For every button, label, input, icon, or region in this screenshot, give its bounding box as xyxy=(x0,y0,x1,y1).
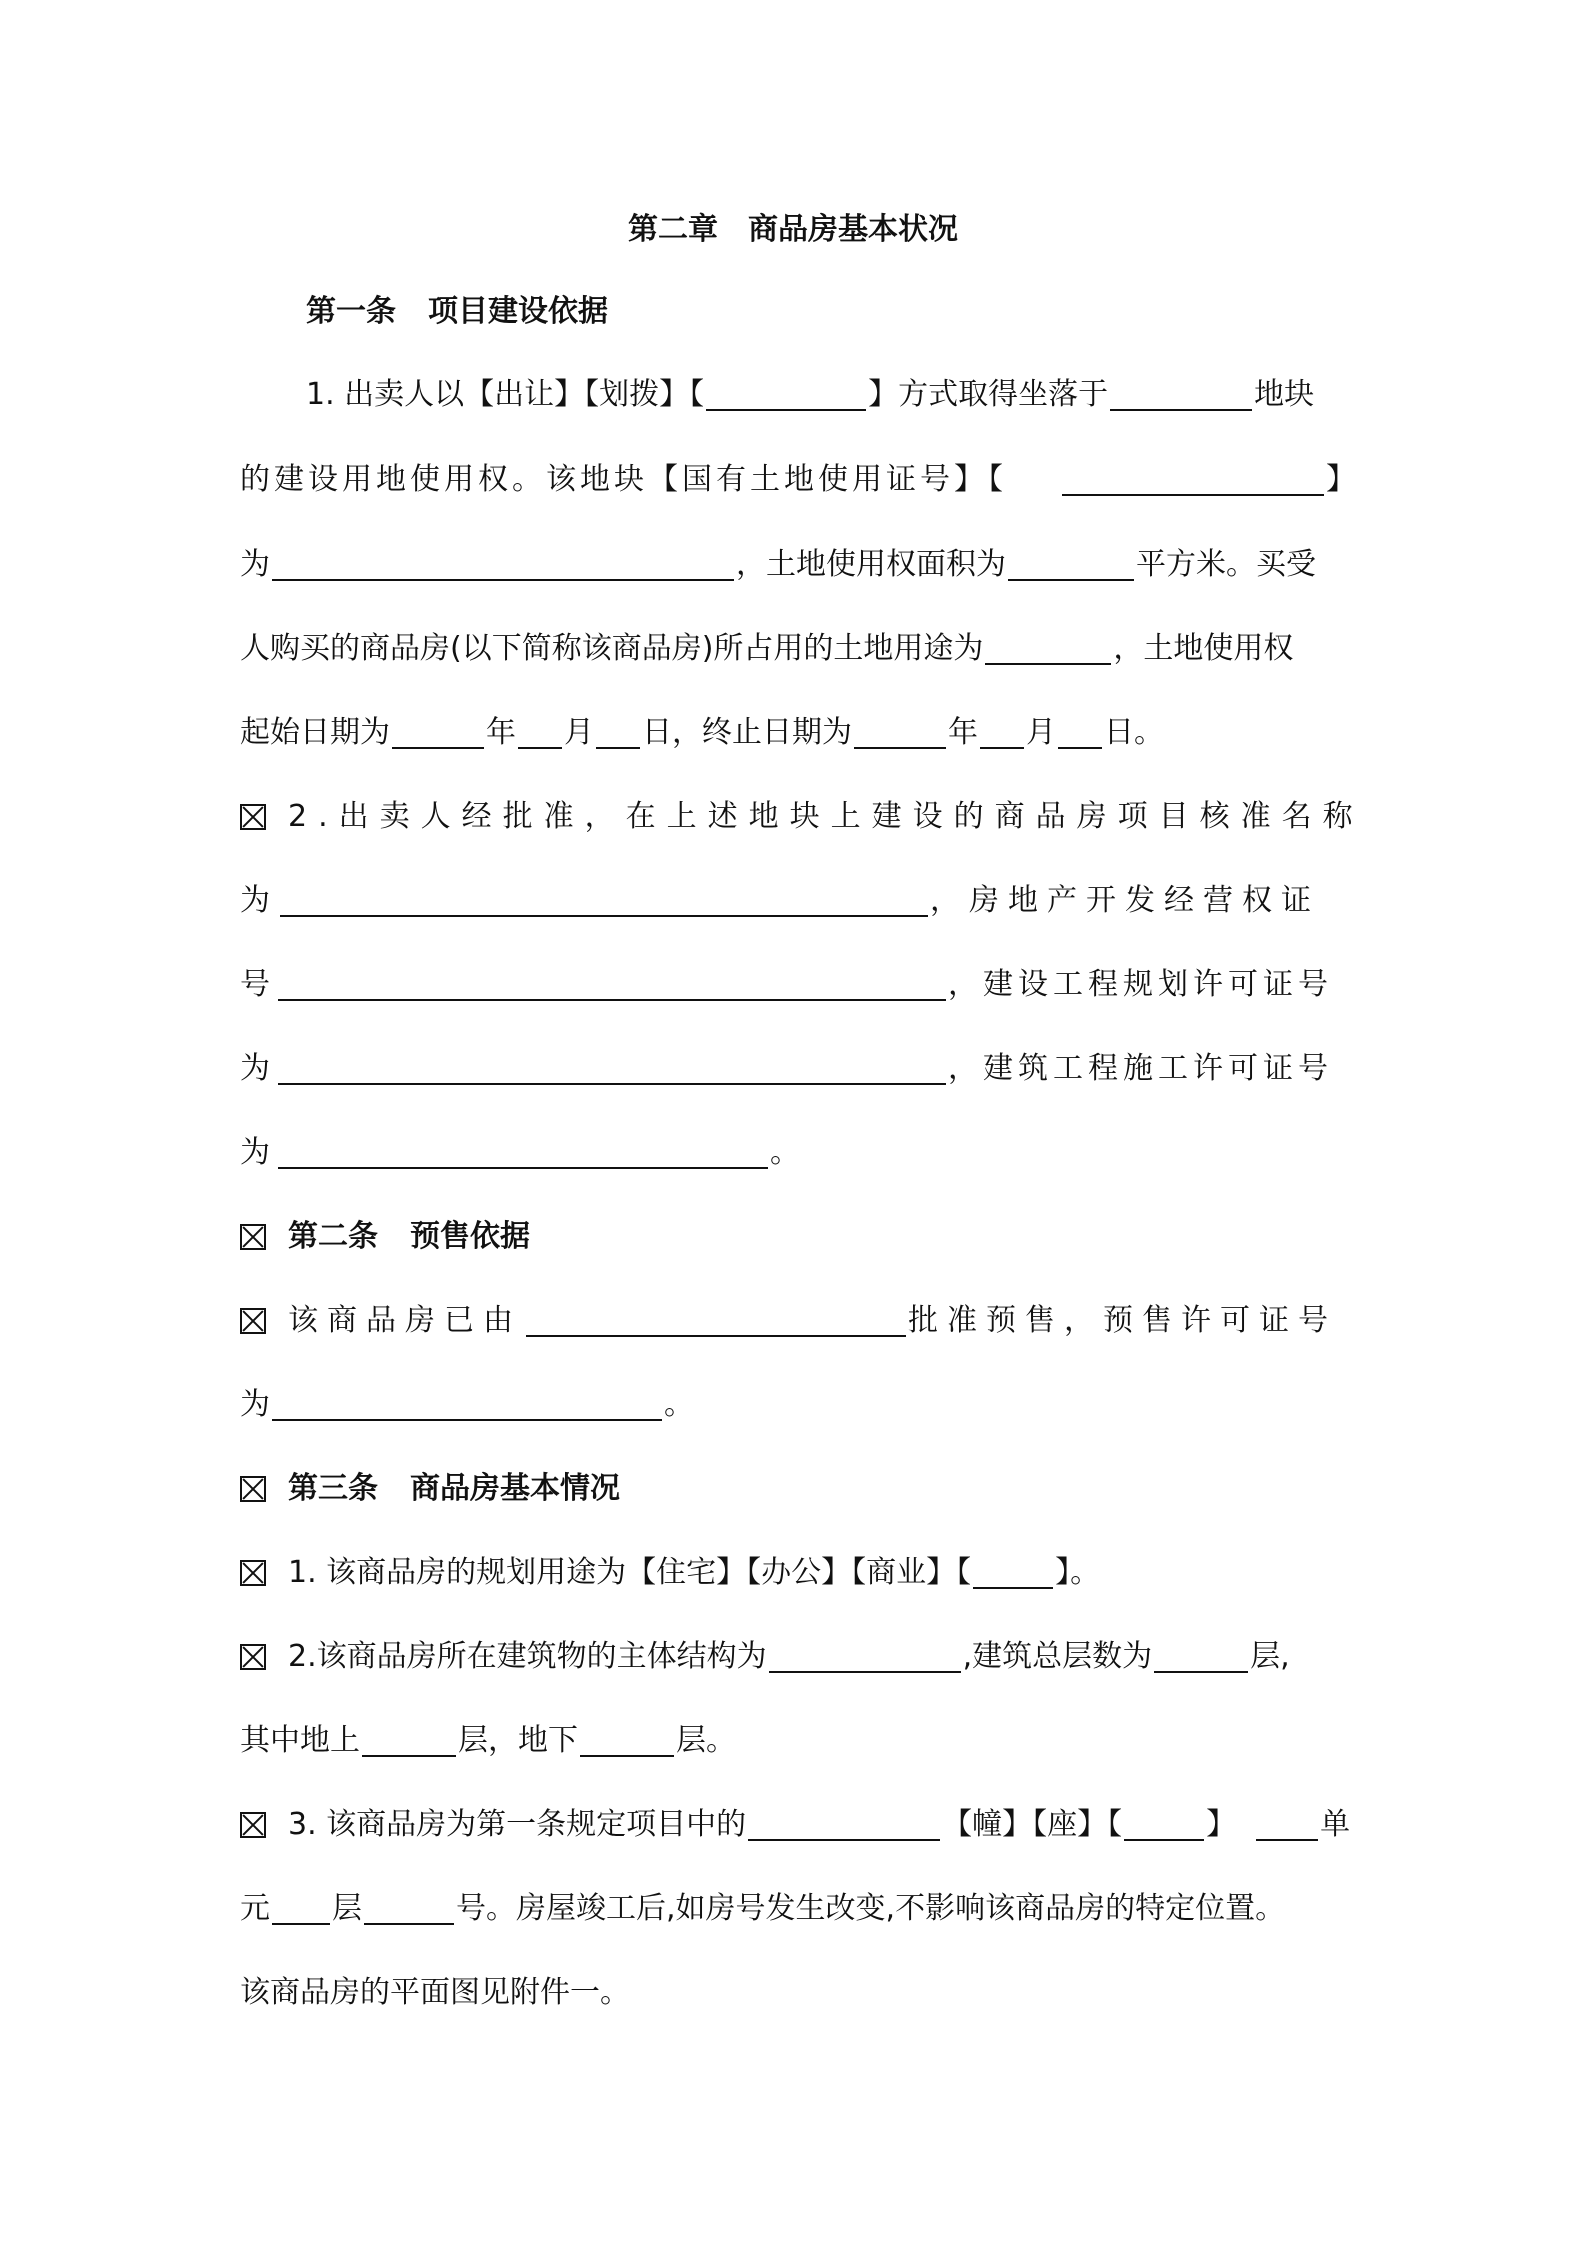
text: 层, xyxy=(1250,1639,1290,1674)
text: 。 xyxy=(770,1135,800,1170)
checkbox-icon[interactable] xyxy=(240,804,266,830)
start-month-field[interactable] xyxy=(518,717,562,749)
end-month-field[interactable] xyxy=(980,717,1024,749)
text: 【幢】【座】【 xyxy=(942,1807,1123,1842)
article-1-number: 第一条 xyxy=(306,294,396,329)
checkbox-icon[interactable] xyxy=(240,1476,266,1502)
end-day-field[interactable] xyxy=(1058,717,1102,749)
text: 该商品房的平面图见附件一。 xyxy=(240,1975,630,2010)
text: 】 xyxy=(1206,1807,1237,1842)
building-field[interactable] xyxy=(748,1809,940,1841)
building-type-field[interactable] xyxy=(1124,1809,1204,1841)
text: 为 xyxy=(240,883,270,918)
checkbox-icon[interactable] xyxy=(240,1812,266,1838)
art3-p3-line3 xyxy=(240,1968,1356,2018)
text: ，房地产开发经营权证 xyxy=(930,883,1320,918)
land-use-field[interactable] xyxy=(985,633,1111,665)
text: 3. 该商品房为第一条规定项目中的 xyxy=(288,1807,747,1842)
article-2-number: 第二条 xyxy=(288,1219,378,1254)
text: 2.该商品房所在建筑物的主体结构为 xyxy=(288,1639,767,1674)
room-number-field[interactable] xyxy=(364,1893,454,1925)
project-name-field[interactable] xyxy=(280,885,928,917)
text: 】。 xyxy=(1055,1555,1101,1590)
chapter-title: 第二章 商品房基本状况 xyxy=(628,212,958,247)
land-cert-field[interactable] xyxy=(272,549,734,581)
article-3-heading xyxy=(240,1464,1356,1514)
text: 该商品房已由 xyxy=(288,1303,522,1338)
text: 月 xyxy=(1026,715,1056,750)
text: 年 xyxy=(948,715,978,750)
start-year-field[interactable] xyxy=(392,717,484,749)
article-1-title: 项目建设依据 xyxy=(428,294,608,329)
end-year-field[interactable] xyxy=(854,717,946,749)
text: 批准预售，预售许可证号 xyxy=(908,1303,1337,1338)
text: 。 xyxy=(664,1387,694,1422)
text: ，土地使用权面积为 xyxy=(736,547,1006,582)
art1-p2-line5 xyxy=(240,1128,1356,1178)
article-2-heading xyxy=(240,1212,1356,1262)
text: ，土地使用权 xyxy=(1113,631,1294,666)
checkbox-icon[interactable] xyxy=(240,1308,266,1334)
art2-line2 xyxy=(240,1380,1356,1430)
text: 2.出卖人经批准，在上述地块上建设的商品房项目核准名称 xyxy=(288,799,1364,834)
art1-p1-line3 xyxy=(240,540,1356,590)
text: 层 xyxy=(332,1891,362,1926)
text: 1. 出卖人以【出让】【划拨】【 xyxy=(306,377,705,412)
text: ，建设工程规划许可证号 xyxy=(948,967,1333,1002)
text: 1. 该商品房的规划用途为【住宅】【办公】【商业】【 xyxy=(288,1555,972,1590)
text: 起始日期为 xyxy=(240,715,390,750)
article-3-number: 第三条 xyxy=(288,1471,378,1506)
location-field[interactable] xyxy=(1110,379,1252,411)
art1-p2-line1 xyxy=(240,792,1364,842)
article-3-title: 商品房基本情况 xyxy=(410,1471,620,1506)
above-ground-floors-field[interactable] xyxy=(362,1725,456,1757)
art2-line1 xyxy=(240,1296,1356,1346)
text: 元 xyxy=(240,1891,270,1926)
planned-use-field[interactable] xyxy=(973,1557,1053,1589)
text: 号。房屋竣工后,如房号发生改变,不影响该商品房的特定位置。 xyxy=(456,1891,1286,1926)
art3-p3-line2 xyxy=(240,1884,1356,1934)
art1-p2-line2 xyxy=(240,876,1356,926)
start-day-field[interactable] xyxy=(596,717,640,749)
text: 人购买的商品房(以下简称该商品房)所占用的土地用途为 xyxy=(240,631,984,666)
art3-p2-line2 xyxy=(240,1716,1356,1766)
text: 年 xyxy=(486,715,516,750)
land-area-field[interactable] xyxy=(1008,549,1134,581)
text: 为 xyxy=(240,1135,270,1170)
art3-p3-line1 xyxy=(240,1800,1356,1850)
transfer-method-field[interactable] xyxy=(706,379,866,411)
art1-p1-line4 xyxy=(240,624,1356,674)
text: 】 xyxy=(1326,462,1356,497)
total-floors-field[interactable] xyxy=(1154,1641,1248,1673)
text: 平方米。买受 xyxy=(1136,547,1316,582)
text: 为 xyxy=(240,1387,270,1422)
dev-cert-number-field[interactable] xyxy=(278,969,946,1001)
text: 层，地下 xyxy=(458,1723,578,1758)
art3-p2-line1 xyxy=(240,1632,1356,1682)
text: 为 xyxy=(240,1051,270,1086)
text: 单 xyxy=(1320,1807,1351,1842)
art1-p1-line1 xyxy=(240,370,1356,420)
art1-p2-line3 xyxy=(240,960,1356,1010)
presale-permit-field[interactable] xyxy=(272,1389,662,1421)
structure-field[interactable] xyxy=(769,1641,961,1673)
art3-p1 xyxy=(240,1548,1356,1598)
planning-permit-field[interactable] xyxy=(278,1053,946,1085)
article-1-heading xyxy=(240,287,1356,337)
unit-field[interactable] xyxy=(1256,1809,1318,1841)
article-2-title: 预售依据 xyxy=(410,1219,530,1254)
construction-permit-field[interactable] xyxy=(278,1137,768,1169)
art1-p1-line5 xyxy=(240,708,1356,758)
text: 日，终止日期为 xyxy=(642,715,852,750)
text: ，建筑工程施工许可证号 xyxy=(948,1051,1333,1086)
below-ground-floors-field[interactable] xyxy=(580,1725,674,1757)
floor-field[interactable] xyxy=(272,1893,330,1925)
text: 号 xyxy=(240,967,270,1002)
checkbox-icon[interactable] xyxy=(240,1224,266,1250)
approval-authority-field[interactable] xyxy=(526,1305,906,1337)
text: 月 xyxy=(564,715,594,750)
text: 为 xyxy=(240,547,270,582)
checkbox-icon[interactable] xyxy=(240,1560,266,1586)
art1-p2-line4 xyxy=(240,1044,1356,1094)
text: 地块 xyxy=(1254,377,1315,412)
text: 其中地上 xyxy=(240,1723,360,1758)
text: ,建筑总层数为 xyxy=(962,1639,1153,1674)
checkbox-icon[interactable] xyxy=(240,1644,266,1670)
land-cert-number-field[interactable] xyxy=(1062,464,1324,496)
text: 日。 xyxy=(1104,715,1164,750)
text: 】方式取得坐落于 xyxy=(868,377,1109,412)
text: 的建设用地使用权。该地块【国有土地使用证号】【 xyxy=(240,462,1007,497)
art1-p1-line2 xyxy=(240,455,1356,505)
text: 层。 xyxy=(676,1723,736,1758)
